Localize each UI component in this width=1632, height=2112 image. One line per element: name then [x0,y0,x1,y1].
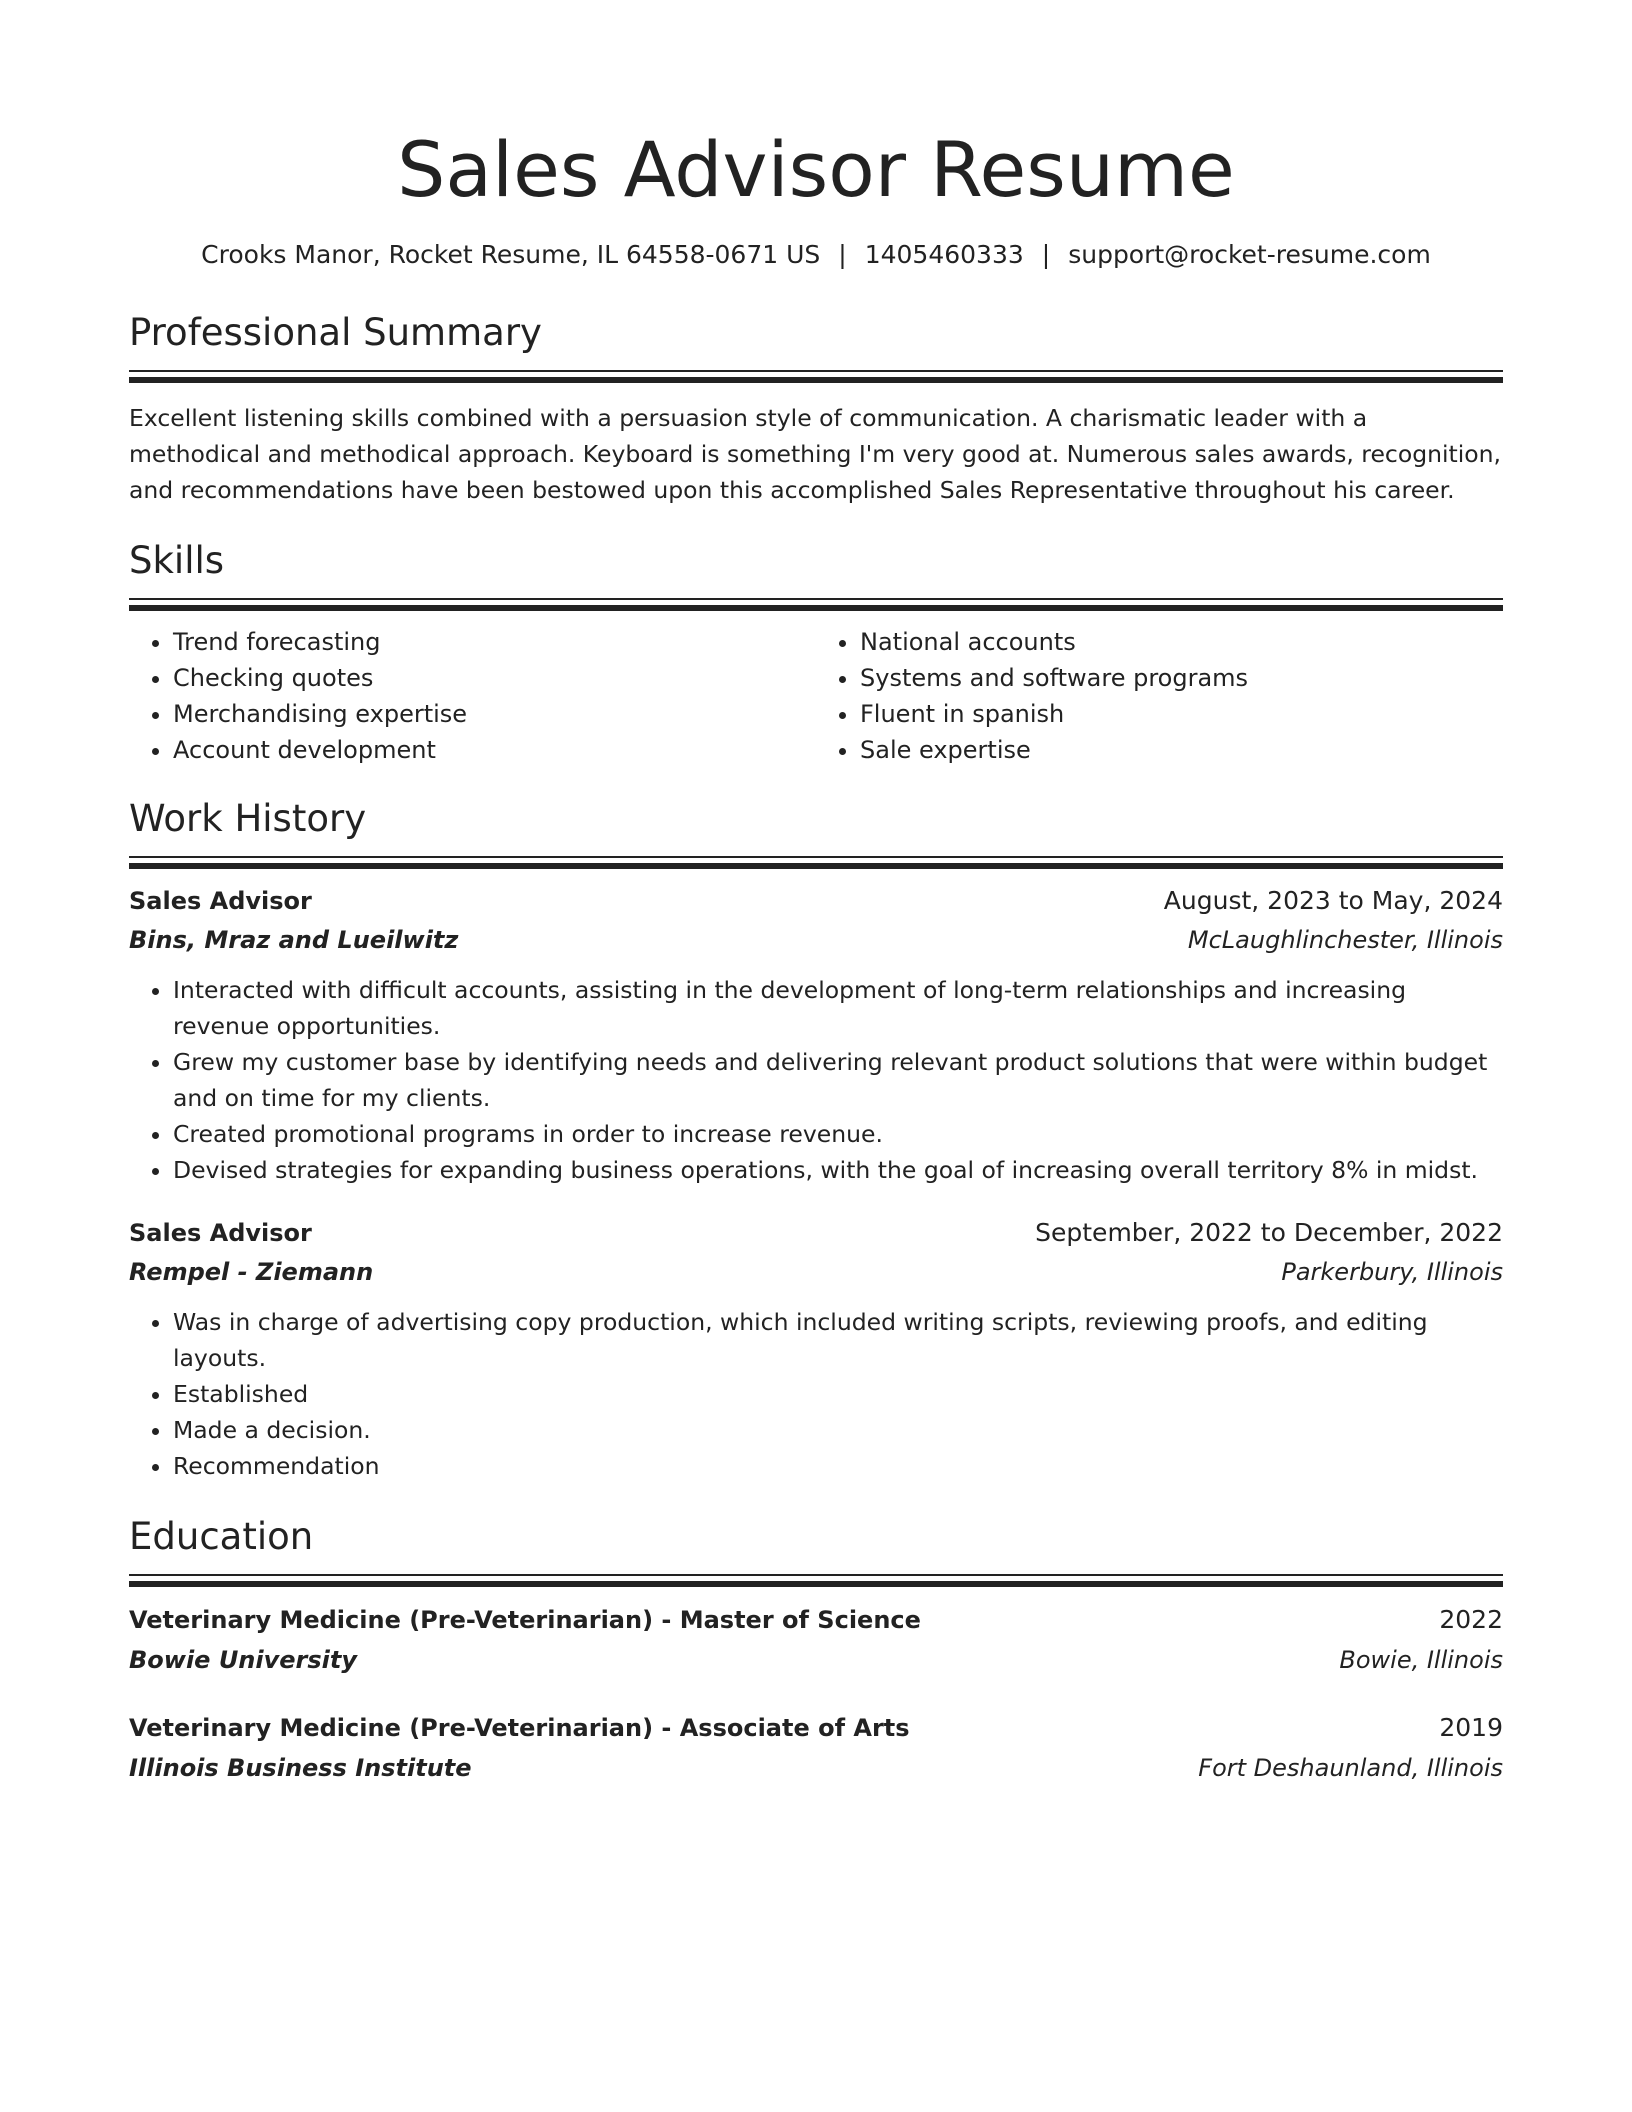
skill-item: • Merchandising expertise [173,696,816,732]
section-heading-work-history: Work History [129,797,367,840]
section-heading-skills: Skills [129,539,225,582]
job-location: Parkerbury, Illinois [1281,1258,1503,1286]
job-company: Bins, Mraz and Lueilwitz [129,926,459,954]
job-dates: September, 2022 to December, 2022 [1035,1218,1503,1247]
job-dates: August, 2023 to May, 2024 [1163,886,1503,915]
education-degree: Veterinary Medicine (Pre-Veterinarian) - Associate of Arts [129,1714,910,1742]
skill-item: • Systems and software programs [860,660,1503,696]
education-location: Bowie, Illinois [1339,1646,1503,1674]
education-year: 2022 [1439,1605,1503,1634]
job-title: Sales Advisor [129,1219,312,1247]
skill-item: • Trend forecasting [173,624,816,660]
education-year: 2019 [1439,1713,1503,1742]
contact-address: Crooks Manor, Rocket Resume, IL 64558-0671 US [201,240,821,269]
skill-item: • Sale expertise [860,732,1503,768]
job-bullets [129,1304,1503,1484]
job-bullet: • Established [173,1376,1503,1412]
job-entry [129,882,1503,1188]
contact-separator: | [1041,240,1051,269]
job-location: McLaughlinchester, Illinois [1187,926,1503,954]
section-heading-education: Education [129,1515,314,1558]
contact-phone: 1405460333 [864,240,1024,269]
skill-item: • National accounts [860,624,1503,660]
contact-line [129,238,1503,272]
skill-item: • Fluent in spanish [860,696,1503,732]
skills-grid [129,624,1503,768]
section-divider [129,598,1503,608]
skill-item: • Account development [173,732,816,768]
resume-title: Sales Advisor Resume [397,125,1235,214]
work-history-section [129,794,1503,1484]
job-bullet: • Recommendation [173,1448,1503,1484]
skill-item: • Checking quotes [173,660,816,696]
section-divider [129,856,1503,866]
education-degree: Veterinary Medicine (Pre-Veterinarian) - Master of Science [129,1606,921,1634]
job-bullet: • Was in charge of advertising copy production, which included writing scripts, reviewing proofs, and editing layouts. [173,1304,1503,1376]
education-school: Bowie University [129,1646,357,1674]
job-bullet: • Interacted with difficult accounts, assisting in the development of long-term relationships and increasing revenue opportunities. [173,972,1503,1044]
education-location: Fort Deshaunland, Illinois [1198,1754,1503,1782]
summary-text: Excellent listening skills combined with a persuasion style of communication. A charismatic leader with a methodical and methodical approach. Keyboard is something I'm very good at. Numerous sales awards, recognition, and recommendations have been bestowed upon this accomplished Sales Representative throughout his career. [129,404,1502,504]
section-divider [129,370,1503,380]
education-entry [129,1708,1503,1788]
skills-list-right [816,624,1503,768]
job-company: Rempel - Ziemann [129,1258,374,1286]
skills-list-left [129,624,816,768]
job-bullets [129,972,1503,1188]
summary-section [129,308,1503,508]
education-section [129,1512,1503,1788]
section-heading-summary: Professional Summary [129,311,542,354]
education-entry [129,1600,1503,1680]
job-bullet: • Made a decision. [173,1412,1503,1448]
job-bullet: • Grew my customer base by identifying needs and delivering relevant product solutions that were within budget and on time for my clients. [173,1044,1503,1116]
job-title: Sales Advisor [129,887,312,915]
section-divider [129,1574,1503,1584]
job-bullet: • Created promotional programs in order to increase revenue. [173,1116,1503,1152]
contact-email: support@rocket-resume.com [1068,240,1431,269]
contact-separator: | [838,240,847,269]
job-bullet: • Devised strategies for expanding business operations, with the goal of increasing overall territory 8% in midst. [173,1152,1503,1188]
education-school: Illinois Business Institute [129,1754,472,1782]
job-entry [129,1214,1503,1484]
skills-section [129,536,1503,768]
